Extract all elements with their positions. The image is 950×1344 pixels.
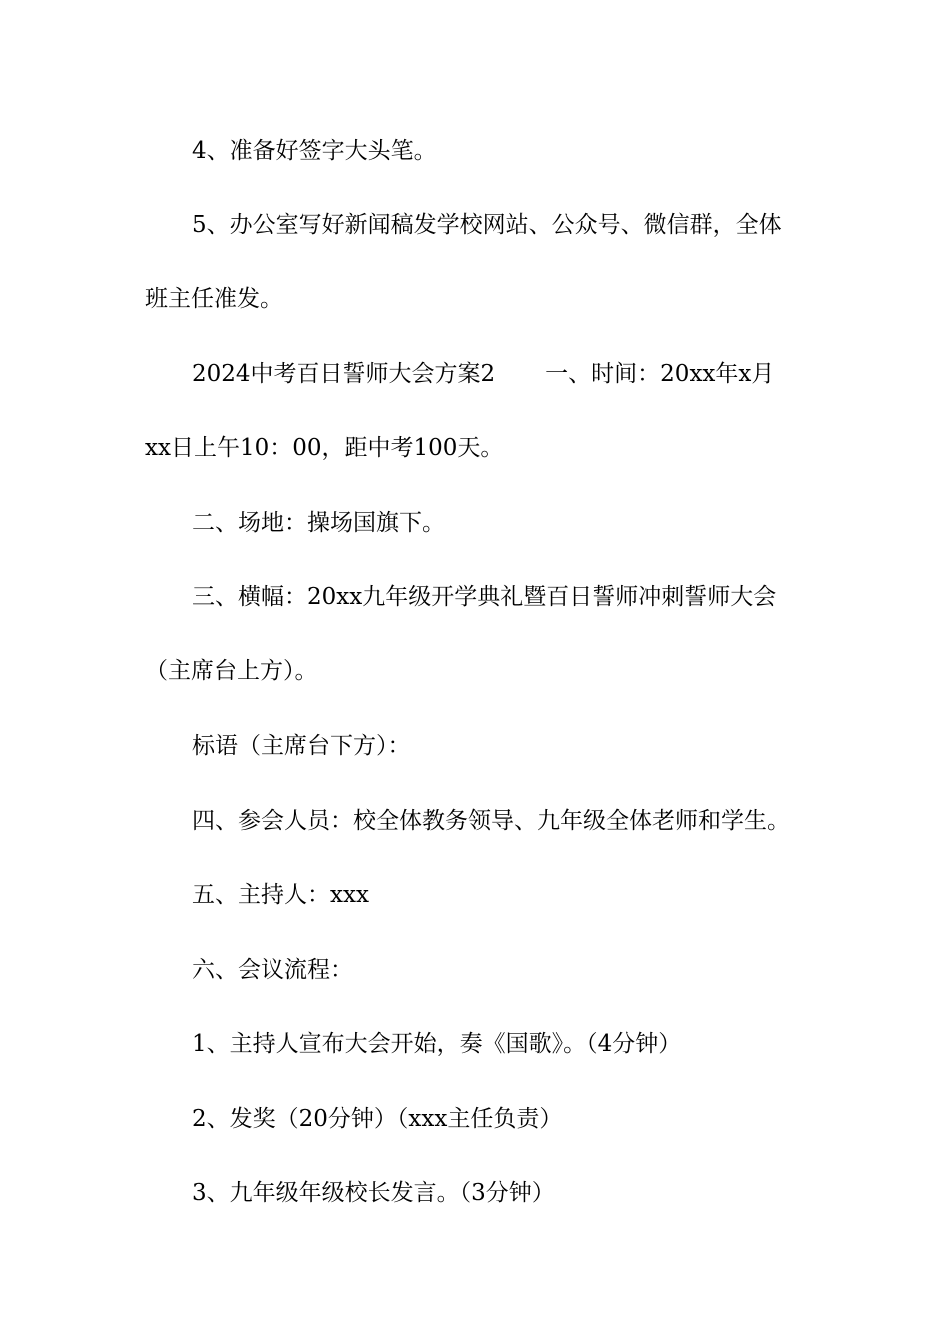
time-item: 一、时间：20xx年x月 — [545, 361, 775, 387]
attendees-item: 四、参会人员：校全体教务领导、九年级全体老师和学生。 — [192, 808, 790, 834]
banner-item-cont: （主席台上方）。 — [145, 658, 318, 684]
slogan-item: 标语（主席台下方）： — [192, 733, 411, 759]
paragraph-prep-pens: 4、准备好签字大头笔。 — [192, 138, 437, 164]
section-heading-plan-2 — [0, 359, 950, 389]
paragraph-press-release-cont: 班主任准发。 — [145, 286, 283, 312]
time-item-cont: xx日上午10：00，距中考100天。 — [145, 435, 504, 461]
paragraph-press-release: 5、办公室写好新闻稿发学校网站、公众号、微信群，全体 — [192, 212, 782, 238]
banner-item: 三、横幅：20xx九年级开学典礼暨百日誓师冲刺誓师大会 — [192, 584, 777, 610]
agenda-step-3: 3、九年级年级校长发言。（3分钟） — [192, 1180, 555, 1206]
venue-item: 二、场地：操场国旗下。 — [192, 510, 445, 536]
agenda-step-1: 1、主持人宣布大会开始，奏《国歌》。（4分钟） — [192, 1031, 682, 1057]
host-item: 五、主持人：xxx — [192, 882, 369, 908]
agenda-step-2: 2、发奖（20分钟）（xxx主任负责） — [192, 1106, 563, 1132]
plan-title: 2024中考百日誓师大会方案2 — [192, 361, 496, 387]
agenda-heading: 六、会议流程： — [192, 957, 353, 983]
